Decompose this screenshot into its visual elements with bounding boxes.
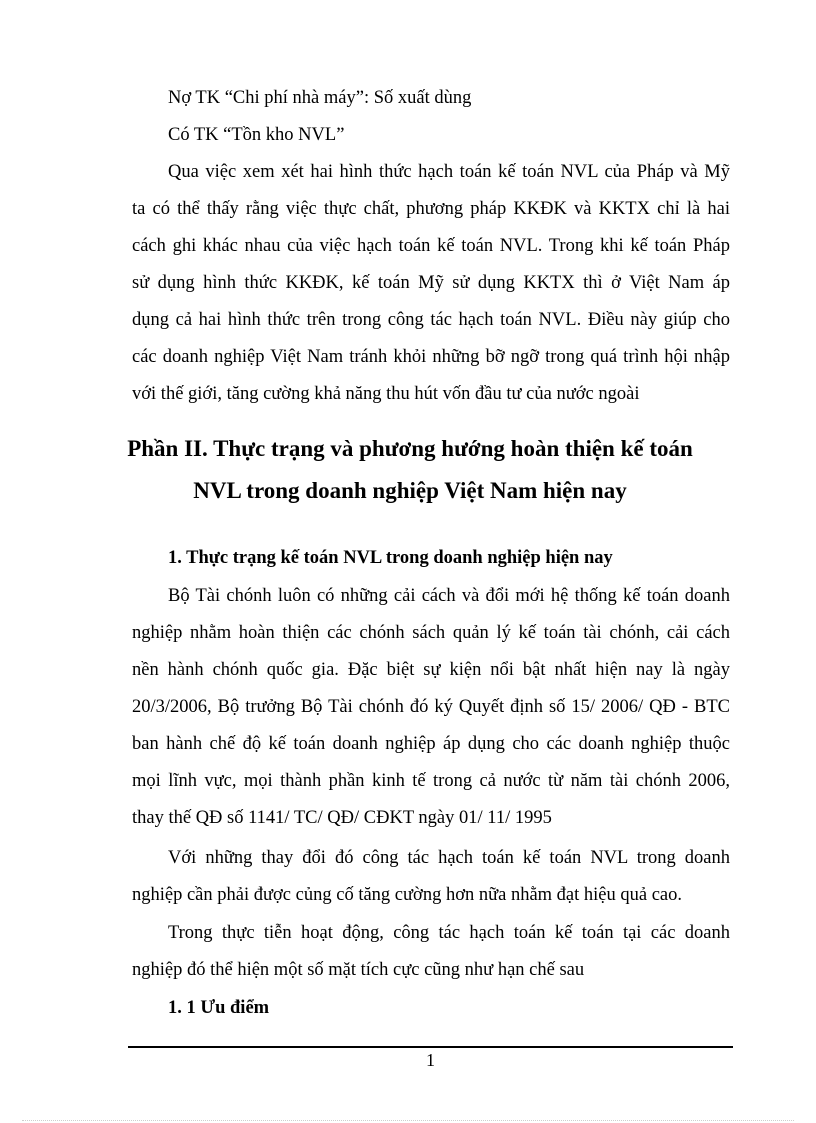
intro-paragraph-line: sử dụng hình thức KKĐK, kế toán Mỹ sử dụng KKTX thì ở Việt Nam áp bbox=[132, 273, 730, 293]
intro-paragraph-line: với thế giới, tăng cường khả năng thu hút vốn đầu tư của nước ngoài bbox=[132, 384, 640, 404]
section-paragraph-line: Trong thực tiễn hoạt động, công tác hạch toán kế toán tại các doanh bbox=[168, 923, 730, 943]
intro-paragraph-line: dụng cả hai hình thức trên trong công tác hạch toán NVL. Điều này giúp cho bbox=[132, 310, 730, 330]
section-paragraph-line: nghiệp đó thể hiện một số mặt tích cực cũng như hạn chế sau bbox=[132, 960, 585, 980]
section-paragraph-line: Với những thay đổi đó công tác hạch toán kế toán NVL trong doanh bbox=[168, 848, 730, 868]
section-paragraph-line: nghiệp nhằm hoàn thiện các chónh sách quản lý kế toán tài chónh, cải cách bbox=[132, 623, 730, 643]
footer-rule bbox=[128, 1046, 733, 1048]
journal-entry-debit: Nợ TK “Chi phí nhà máy”: Số xuất dùng bbox=[168, 88, 472, 108]
subsection-title: 1. 1 Ưu điểm bbox=[168, 998, 270, 1018]
intro-paragraph-line: ta có thể thấy rằng việc thực chất, phương pháp KKĐK và KKTX chỉ là hai bbox=[132, 199, 730, 219]
section-paragraph-line: nghiệp cần phải được củng cố tăng cường hơn nữa nhằm đạt hiệu quả cao. bbox=[132, 885, 683, 905]
section-title: 1. Thực trạng kế toán NVL trong doanh nghiệp hiện nay bbox=[168, 548, 613, 568]
section-paragraph-line: ban hành chế độ kế toán doanh nghiệp áp dụng cho các doanh nghiệp thuộc bbox=[132, 734, 730, 754]
section-paragraph-line: nền hành chónh quốc gia. Đặc biệt sự kiện nổi bật nhất hiện nay là ngày bbox=[132, 660, 730, 680]
intro-paragraph-line: Qua việc xem xét hai hình thức hạch toán kế toán NVL của Pháp và Mỹ bbox=[168, 162, 730, 182]
page-edge-divider bbox=[22, 1120, 794, 1121]
section-paragraph-line: Bộ Tài chónh luôn có những cải cách và đổi mới hệ thống kế toán doanh bbox=[168, 586, 730, 606]
part-heading-line-2: NVL trong doanh nghiệp Việt Nam hiện nay bbox=[193, 478, 627, 503]
part-heading-line-1: Phần II. Thực trạng và phương hướng hoàn thiện kế toán bbox=[127, 436, 693, 461]
intro-paragraph-line: cách ghi khác nhau của việc hạch toán kế toán NVL. Trong khi kế toán Pháp bbox=[132, 236, 730, 256]
section-paragraph-line: mọi lĩnh vực, mọi thành phần kinh tế trong cả nước từ năm tài chónh 2006, bbox=[132, 771, 730, 791]
section-paragraph-line: 20/3/2006, Bộ trưởng Bộ Tài chónh đó ký Quyết định số 15/ 2006/ QĐ - BTC bbox=[132, 697, 730, 717]
journal-entry-credit: Có TK “Tồn kho NVL” bbox=[168, 125, 345, 145]
section-paragraph-line: thay thế QĐ số 1141/ TC/ QĐ/ CĐKT ngày 01/ 11/ 1995 bbox=[132, 808, 552, 828]
intro-paragraph-line: các doanh nghiệp Việt Nam tránh khỏi những bỡ ngỡ trong quá trình hội nhập bbox=[132, 347, 730, 367]
page-number: 1 bbox=[426, 1050, 435, 1070]
